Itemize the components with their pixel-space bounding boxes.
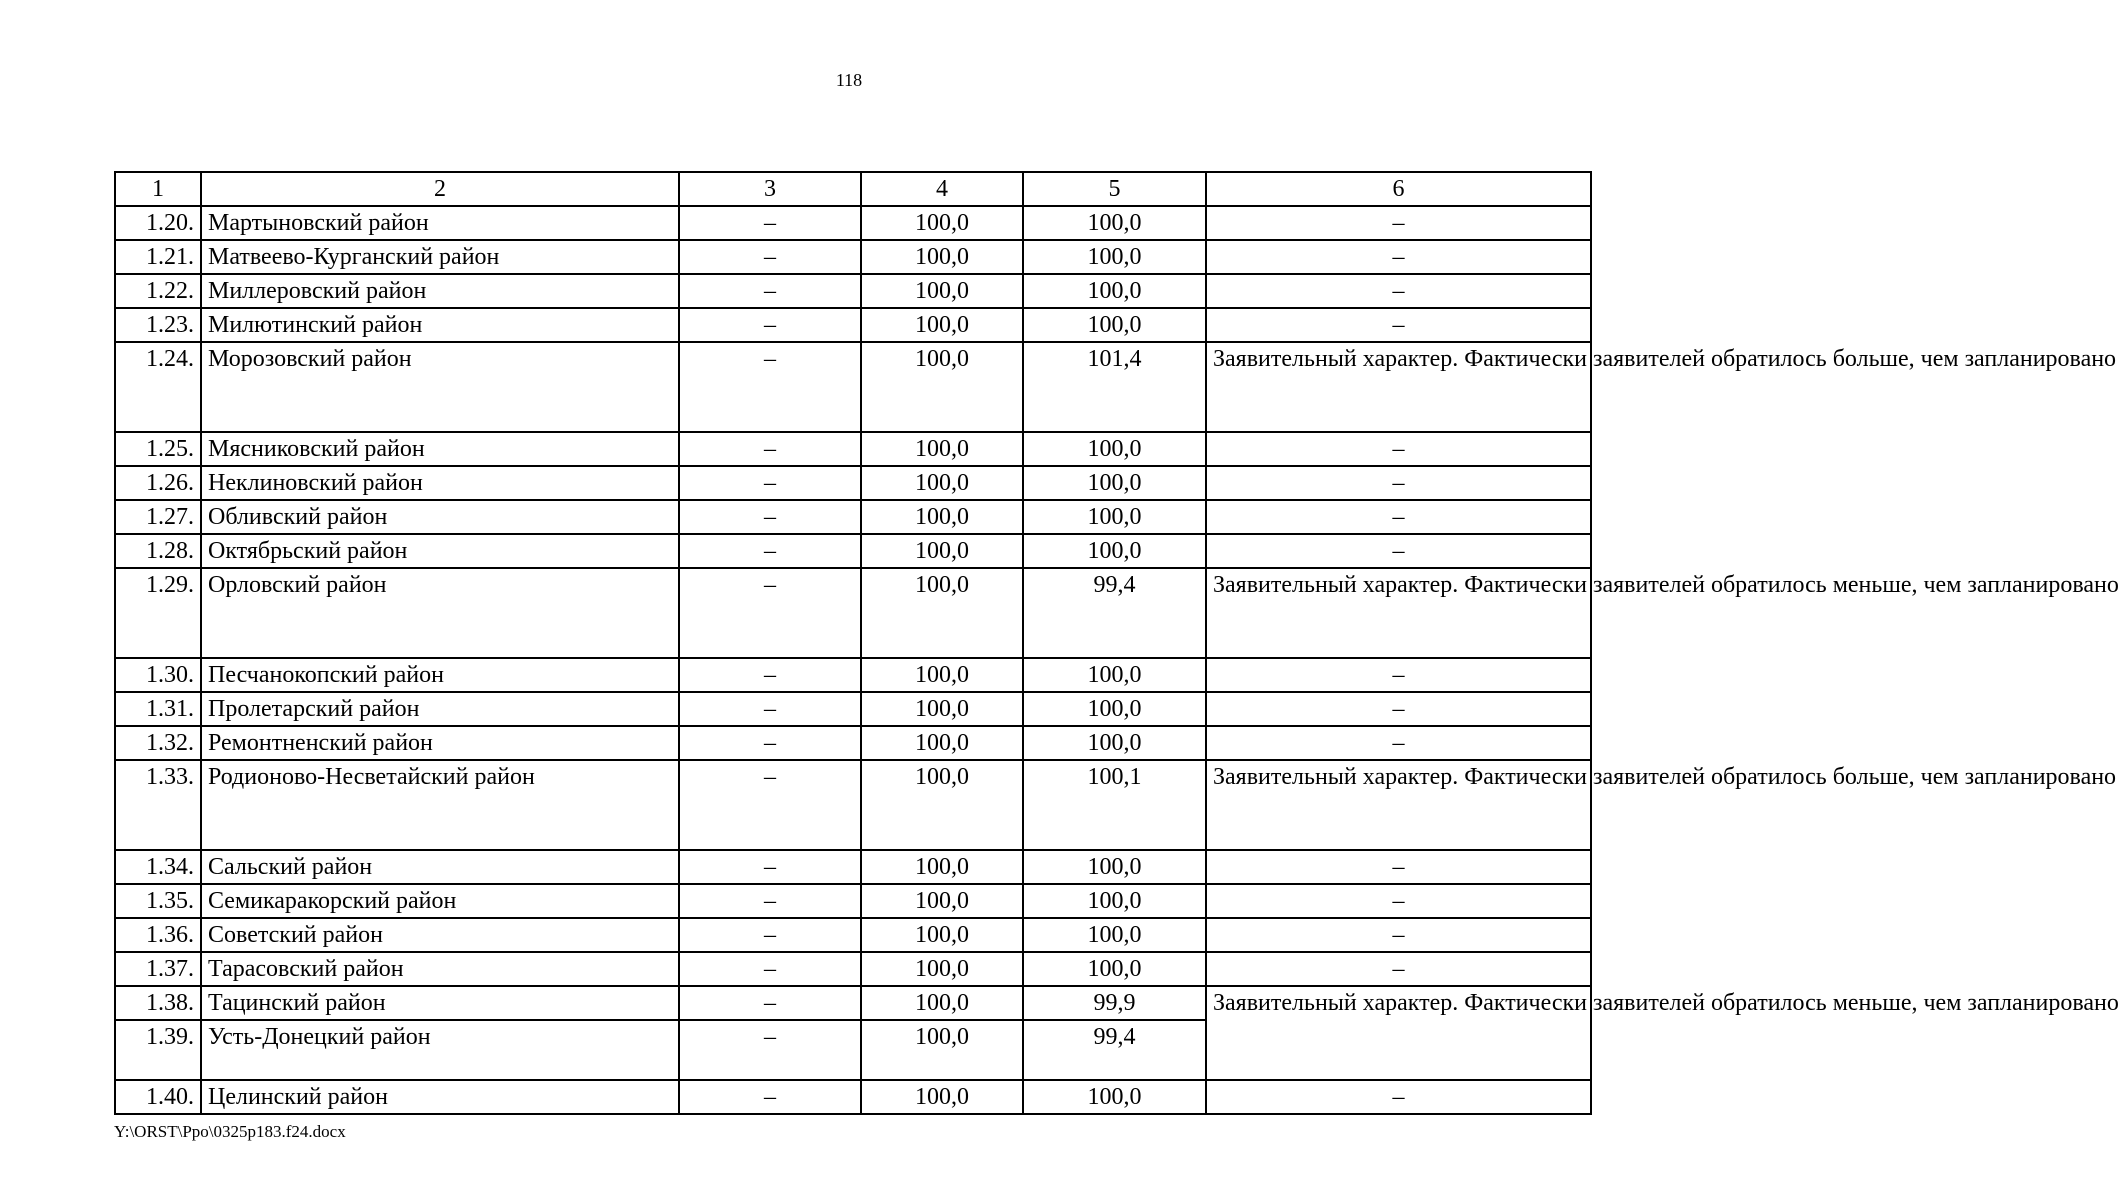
note-cell: – (1206, 308, 1591, 342)
note-cell: Заявительный характер. Фактически заявителей обратилось меньше, чем запланировано (1206, 986, 1591, 1080)
column-3-cell: – (679, 726, 861, 760)
column-5-cell: 100,0 (1023, 658, 1206, 692)
column-3-cell: – (679, 952, 861, 986)
note-cell: – (1206, 918, 1591, 952)
column-3-cell: – (679, 884, 861, 918)
row-number-cell: 1.35. (115, 884, 201, 918)
column-5-cell: 100,0 (1023, 432, 1206, 466)
row-number-cell: 1.29. (115, 568, 201, 658)
table-row (115, 274, 1591, 308)
column-5-cell: 99,9 (1023, 986, 1206, 1020)
column-5-cell: 100,0 (1023, 500, 1206, 534)
note-cell: – (1206, 692, 1591, 726)
column-3-cell: – (679, 918, 861, 952)
column-3-cell: – (679, 986, 861, 1020)
column-4-cell: 100,0 (861, 986, 1023, 1020)
table-row (115, 692, 1591, 726)
row-number-cell: 1.22. (115, 274, 201, 308)
table-row (115, 342, 1591, 432)
note-cell: – (1206, 534, 1591, 568)
column-3-cell: – (679, 568, 861, 658)
column-4-cell: 100,0 (861, 658, 1023, 692)
row-number-cell: 1.25. (115, 432, 201, 466)
district-name-cell: Тацинский район (201, 986, 679, 1020)
row-number-cell: 1.28. (115, 534, 201, 568)
district-name-cell: Октябрьский район (201, 534, 679, 568)
district-name-cell: Мясниковский район (201, 432, 679, 466)
note-cell: – (1206, 952, 1591, 986)
column-4-cell: 100,0 (861, 274, 1023, 308)
row-number-cell: 1.27. (115, 500, 201, 534)
note-cell: – (1206, 1080, 1591, 1114)
column-5-cell: 100,0 (1023, 918, 1206, 952)
column-4-cell: 100,0 (861, 850, 1023, 884)
table-row (115, 432, 1591, 466)
district-name-cell: Советский район (201, 918, 679, 952)
table-row (115, 206, 1591, 240)
column-3-cell: – (679, 466, 861, 500)
column-3-cell: – (679, 342, 861, 432)
note-cell: – (1206, 466, 1591, 500)
note-cell: – (1206, 850, 1591, 884)
column-5-cell: 100,0 (1023, 274, 1206, 308)
note-cell: Заявительный характер. Фактически заявителей обратилось больше, чем запланировано (1206, 760, 1591, 850)
table-row (115, 986, 1591, 1020)
district-name-cell: Целинский район (201, 1080, 679, 1114)
district-name-cell: Орловский район (201, 568, 679, 658)
district-name-cell: Семикаракорский район (201, 884, 679, 918)
table-row (115, 1080, 1591, 1114)
column-4-cell: 100,0 (861, 884, 1023, 918)
column-4-cell: 100,0 (861, 342, 1023, 432)
column-5-cell: 100,0 (1023, 692, 1206, 726)
column-5-cell: 100,0 (1023, 952, 1206, 986)
district-name-cell: Тарасовский район (201, 952, 679, 986)
column-5-cell: 100,0 (1023, 884, 1206, 918)
row-number-cell: 1.37. (115, 952, 201, 986)
column-5-cell: 100,0 (1023, 466, 1206, 500)
table-row (115, 534, 1591, 568)
district-name-cell: Песчанокопский район (201, 658, 679, 692)
header-cell: 6 (1206, 172, 1591, 206)
data-table (114, 171, 2119, 1115)
district-name-cell: Ремонтненский район (201, 726, 679, 760)
note-cell: – (1206, 658, 1591, 692)
column-4-cell: 100,0 (861, 760, 1023, 850)
header-cell: 3 (679, 172, 861, 206)
page-number: 118 (835, 70, 863, 90)
district-name-cell: Усть-Донецкий район (201, 1020, 679, 1080)
header-cell: 1 (115, 172, 201, 206)
row-number-cell: 1.38. (115, 986, 201, 1020)
column-3-cell: – (679, 850, 861, 884)
column-5-cell: 100,0 (1023, 206, 1206, 240)
row-number-cell: 1.36. (115, 918, 201, 952)
column-3-cell: – (679, 1020, 861, 1080)
column-4-cell: 100,0 (861, 308, 1023, 342)
table-row (115, 850, 1591, 884)
table-row (115, 884, 1591, 918)
column-3-cell: – (679, 692, 861, 726)
note-cell: – (1206, 274, 1591, 308)
column-4-cell: 100,0 (861, 534, 1023, 568)
column-3-cell: – (679, 240, 861, 274)
column-3-cell: – (679, 432, 861, 466)
table-row (115, 952, 1591, 986)
column-4-cell: 100,0 (861, 500, 1023, 534)
column-4-cell: 100,0 (861, 692, 1023, 726)
district-name-cell: Миллеровский район (201, 274, 679, 308)
column-5-cell: 100,0 (1023, 726, 1206, 760)
row-number-cell: 1.33. (115, 760, 201, 850)
column-4-cell: 100,0 (861, 206, 1023, 240)
table-row (115, 240, 1591, 274)
note-cell: – (1206, 206, 1591, 240)
column-3-cell: – (679, 308, 861, 342)
column-4-cell: 100,0 (861, 1020, 1023, 1080)
column-3-cell: – (679, 206, 861, 240)
header-cell: 2 (201, 172, 679, 206)
column-4-cell: 100,0 (861, 952, 1023, 986)
file-path-footer: Y:\ORST\Ppo\0325p183.f24.docx (114, 1122, 346, 1141)
table-row (115, 308, 1591, 342)
district-name-cell: Обливский район (201, 500, 679, 534)
note-cell: Заявительный характер. Фактически заявителей обратилось больше, чем запланировано (1206, 342, 1591, 432)
table-row (115, 760, 1591, 850)
column-5-cell: 101,4 (1023, 342, 1206, 432)
row-number-cell: 1.20. (115, 206, 201, 240)
row-number-cell: 1.26. (115, 466, 201, 500)
note-cell: Заявительный характер. Фактически заявителей обратилось меньше, чем запланировано (1206, 568, 1591, 658)
column-4-cell: 100,0 (861, 432, 1023, 466)
row-number-cell: 1.40. (115, 1080, 201, 1114)
district-name-cell: Сальский район (201, 850, 679, 884)
column-5-cell: 100,0 (1023, 240, 1206, 274)
row-number-cell: 1.30. (115, 658, 201, 692)
column-4-cell: 100,0 (861, 568, 1023, 658)
district-name-cell: Матвеево-Курганский район (201, 240, 679, 274)
column-5-cell: 99,4 (1023, 568, 1206, 658)
district-name-cell: Родионово-Несветайский район (201, 760, 679, 850)
row-number-cell: 1.32. (115, 726, 201, 760)
header-cell: 5 (1023, 172, 1206, 206)
note-cell: – (1206, 240, 1591, 274)
table-row (115, 658, 1591, 692)
column-3-cell: – (679, 534, 861, 568)
row-number-cell: 1.34. (115, 850, 201, 884)
column-4-cell: 100,0 (861, 1080, 1023, 1114)
note-cell: – (1206, 726, 1591, 760)
column-3-cell: – (679, 274, 861, 308)
district-name-cell: Милютинский район (201, 308, 679, 342)
table-row (115, 500, 1591, 534)
district-name-cell: Неклиновский район (201, 466, 679, 500)
column-3-cell: – (679, 658, 861, 692)
note-cell: – (1206, 500, 1591, 534)
table-row (115, 726, 1591, 760)
table-row (115, 466, 1591, 500)
column-5-cell: 100,0 (1023, 850, 1206, 884)
column-5-cell: 100,0 (1023, 1080, 1206, 1114)
row-number-cell: 1.24. (115, 342, 201, 432)
table-row (115, 568, 1591, 658)
column-3-cell: – (679, 760, 861, 850)
note-cell: – (1206, 884, 1591, 918)
column-5-cell: 100,0 (1023, 308, 1206, 342)
table-row (115, 918, 1591, 952)
column-3-cell: – (679, 500, 861, 534)
district-name-cell: Мартыновский район (201, 206, 679, 240)
column-5-cell: 100,1 (1023, 760, 1206, 850)
column-4-cell: 100,0 (861, 240, 1023, 274)
district-name-cell: Пролетарский район (201, 692, 679, 726)
column-5-cell: 99,4 (1023, 1020, 1206, 1080)
column-5-cell: 100,0 (1023, 534, 1206, 568)
column-3-cell: – (679, 1080, 861, 1114)
column-4-cell: 100,0 (861, 726, 1023, 760)
note-cell: – (1206, 432, 1591, 466)
column-4-cell: 100,0 (861, 466, 1023, 500)
district-name-cell: Морозовский район (201, 342, 679, 432)
row-number-cell: 1.31. (115, 692, 201, 726)
table-header-row (115, 172, 1591, 206)
header-cell: 4 (861, 172, 1023, 206)
row-number-cell: 1.21. (115, 240, 201, 274)
row-number-cell: 1.39. (115, 1020, 201, 1080)
row-number-cell: 1.23. (115, 308, 201, 342)
column-4-cell: 100,0 (861, 918, 1023, 952)
